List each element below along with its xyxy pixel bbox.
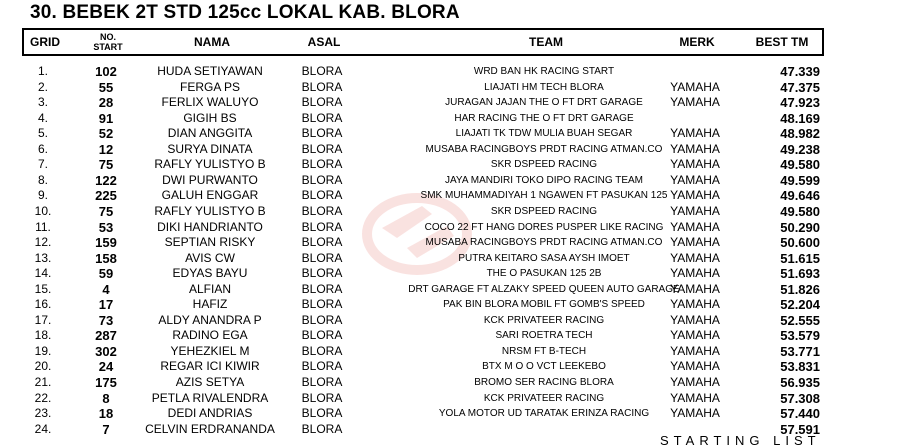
row-no-start: 287 xyxy=(95,328,117,344)
row-merk: YAMAHA xyxy=(670,219,720,234)
row-no-start: 302 xyxy=(95,343,117,359)
row-merk: YAMAHA xyxy=(670,312,720,327)
row-asal: BLORA xyxy=(301,95,343,110)
row-grid: 9. xyxy=(37,188,48,203)
row-asal: BLORA xyxy=(301,406,343,421)
table-row xyxy=(22,375,824,391)
row-team: BROMO SER RACING BLORA xyxy=(474,377,614,388)
row-no-start: 102 xyxy=(95,64,117,79)
row-best-time: 47.339 xyxy=(780,64,820,79)
row-nama: DIAN ANGGITA xyxy=(167,126,253,141)
row-no-start: 4 xyxy=(102,281,110,297)
row-nama: AZIS SETYA xyxy=(175,375,245,389)
row-grid: 6. xyxy=(37,141,48,156)
row-best-time: 47.375 xyxy=(780,79,820,95)
row-nama: SEPTIAN RISKY xyxy=(164,235,256,250)
row-no-start: 28 xyxy=(98,95,114,111)
row-asal: BLORA xyxy=(301,375,343,389)
header-merk: MERK xyxy=(679,35,715,49)
row-no-start: 8 xyxy=(102,390,110,406)
row-grid: 11. xyxy=(35,219,51,234)
row-best-time: 53.579 xyxy=(780,328,820,344)
header-team: TEAM xyxy=(529,35,563,49)
row-merk: YAMAHA xyxy=(670,390,720,405)
row-team: PUTRA KEITARO SASA AYSH IMOET xyxy=(458,252,630,264)
row-grid: 19. xyxy=(34,343,52,358)
row-no-start: 18 xyxy=(98,406,114,422)
row-asal: BLORA xyxy=(301,141,343,156)
table-row xyxy=(22,328,824,344)
row-merk: YAMAHA xyxy=(670,359,720,374)
row-grid: 14. xyxy=(34,266,52,281)
table-row xyxy=(22,297,824,313)
table-row xyxy=(22,359,824,375)
row-asal: BLORA xyxy=(301,79,343,94)
table-row xyxy=(22,173,824,189)
row-team: HAR RACING THE O FT DRT GARAGE xyxy=(454,112,634,124)
row-team: COCO 22 FT HANG DORES PUSPER LIKE RACING xyxy=(424,221,664,233)
table-row xyxy=(22,266,824,282)
row-merk: YAMAHA xyxy=(670,79,720,94)
row-best-time: 57.591 xyxy=(780,421,820,437)
row-no-start: 75 xyxy=(98,157,114,173)
row-grid: 10. xyxy=(34,203,52,218)
row-team: WRD BAN HK RACING START xyxy=(473,66,615,77)
row-grid: 18. xyxy=(34,328,52,343)
row-no-start: 7 xyxy=(102,421,110,437)
row-nama: SURYA DINATA xyxy=(167,141,253,156)
row-asal: BLORA xyxy=(301,312,343,327)
table-row xyxy=(22,313,824,329)
row-nama: DEDI ANDRIAS xyxy=(167,406,253,421)
row-asal: BLORA xyxy=(301,390,343,405)
row-team: LIAJATI TK TDW MULIA BUAH SEGAR xyxy=(455,128,633,140)
row-grid: 22. xyxy=(34,390,52,405)
row-best-time: 49.580 xyxy=(780,203,820,219)
row-merk: YAMAHA xyxy=(670,343,720,358)
header-no-start-line1: NO. xyxy=(99,32,116,42)
row-best-time: 57.308 xyxy=(780,390,820,406)
row-asal: BLORA xyxy=(301,343,343,358)
row-grid: 24. xyxy=(34,421,52,436)
row-asal: BLORA xyxy=(301,328,343,343)
header-no-start-line2: START xyxy=(93,42,123,52)
row-merk: YAMAHA xyxy=(670,235,720,250)
table-row xyxy=(22,157,824,173)
row-merk: YAMAHA xyxy=(670,126,720,141)
starting-list-label: STARTING LIST xyxy=(660,433,821,448)
row-grid: 5. xyxy=(37,126,48,141)
row-no-start: 24 xyxy=(98,359,114,375)
row-grid: 20. xyxy=(34,359,52,374)
row-nama: CELVIN ERDRANANDA xyxy=(145,421,275,436)
table-row xyxy=(22,406,824,422)
row-team: BTX M O O VCT LEEKEBO xyxy=(482,361,606,373)
row-merk xyxy=(648,111,742,127)
row-no-start: 52 xyxy=(98,126,114,142)
row-best-time: 52.555 xyxy=(780,312,820,328)
row-team: JURAGAN JAJAN THE O FT DRT GARAGE xyxy=(445,97,643,109)
table-row xyxy=(22,95,824,111)
header-best-tm: BEST TM xyxy=(755,35,809,49)
row-nama: RAFLY YULISTYO B xyxy=(154,157,266,172)
row-team: MUSABA RACINGBOYS PRDT RACING ATMAN.CO xyxy=(425,237,663,249)
row-team: NRSM FT B-TECH xyxy=(501,345,587,357)
table-row xyxy=(22,204,824,220)
table-row xyxy=(22,282,824,298)
row-grid: 4. xyxy=(37,110,48,125)
row-merk: YAMAHA xyxy=(670,328,720,343)
row-best-time: 48.982 xyxy=(780,126,820,142)
row-grid: 23. xyxy=(34,406,52,421)
row-team: SARI ROETRA TECH xyxy=(495,330,593,342)
table-row xyxy=(22,220,824,236)
page-title: 30. BEBEK 2T STD 125cc LOKAL KAB. BLORA xyxy=(30,2,460,23)
row-best-time: 51.826 xyxy=(780,281,820,297)
row-asal: BLORA xyxy=(301,172,343,187)
row-no-start: 17 xyxy=(98,297,114,313)
row-grid: 7. xyxy=(37,157,48,172)
row-best-time: 51.693 xyxy=(780,266,820,282)
row-best-time: 53.831 xyxy=(780,359,820,375)
row-team: KCK PRIVATEER RACING xyxy=(483,314,605,326)
table-row xyxy=(22,235,824,251)
row-asal: BLORA xyxy=(301,281,343,296)
row-nama: ALFIAN xyxy=(188,281,231,296)
row-team: JAYA MANDIRI TOKO DIPO RACING TEAM xyxy=(445,174,643,186)
row-no-start: 122 xyxy=(95,172,117,188)
row-nama: FERLIX WALUYO xyxy=(161,95,259,110)
row-nama: EDYAS BAYU xyxy=(172,266,248,281)
row-merk: YAMAHA xyxy=(670,188,720,203)
row-best-time: 49.599 xyxy=(780,172,820,188)
row-best-time: 51.615 xyxy=(780,250,820,266)
row-team: THE O PASUKAN 125 2B xyxy=(486,268,602,280)
row-asal: BLORA xyxy=(301,266,343,281)
row-team: LIAJATI HM TECH BLORA xyxy=(484,81,604,93)
row-asal: BLORA xyxy=(301,203,343,218)
row-best-time: 49.646 xyxy=(780,188,820,204)
row-team: KCK PRIVATEER RACING xyxy=(483,392,605,404)
table-row xyxy=(22,126,824,142)
table-row xyxy=(22,251,824,267)
table-row xyxy=(22,64,824,80)
row-grid: 2. xyxy=(37,79,48,94)
row-asal: BLORA xyxy=(301,235,343,250)
row-team: YOLA MOTOR UD TARATAK ERINZA RACING xyxy=(438,408,650,420)
table-row xyxy=(22,142,824,158)
row-nama: GALUH ENGGAR xyxy=(161,188,259,203)
row-no-start: 12 xyxy=(98,141,114,157)
row-no-start: 59 xyxy=(98,266,114,282)
table-row xyxy=(22,391,824,407)
row-nama: FERGA PS xyxy=(179,79,241,94)
row-nama: REGAR ICI KIWIR xyxy=(160,359,260,374)
row-best-time: 48.169 xyxy=(780,110,820,126)
row-no-start: 55 xyxy=(98,79,114,95)
row-merk: YAMAHA xyxy=(670,250,720,265)
header-asal: ASAL xyxy=(307,35,341,49)
table-row xyxy=(22,188,824,204)
row-merk: YAMAHA xyxy=(670,406,720,421)
row-nama: DWI PURWANTO xyxy=(162,172,258,187)
row-merk: YAMAHA xyxy=(670,297,720,312)
row-asal: BLORA xyxy=(301,126,343,141)
row-grid: 17. xyxy=(34,312,52,327)
row-nama: ALDY ANANDRA P xyxy=(158,312,262,327)
row-no-start: 158 xyxy=(95,250,117,266)
row-grid: 21. xyxy=(34,375,52,389)
row-best-time: 49.238 xyxy=(780,141,820,157)
row-asal: BLORA xyxy=(301,359,343,374)
row-best-time: 57.440 xyxy=(780,406,820,422)
header-nama: NAMA xyxy=(194,35,230,49)
row-team: SKR DSPEED RACING xyxy=(490,159,598,171)
row-merk: YAMAHA xyxy=(670,266,720,281)
row-no-start: 91 xyxy=(98,110,114,126)
row-best-time: 50.600 xyxy=(780,235,820,251)
row-merk: YAMAHA xyxy=(670,141,720,156)
row-merk: YAMAHA xyxy=(670,95,720,110)
row-best-time: 56.935 xyxy=(780,375,820,390)
row-merk: YAMAHA xyxy=(670,172,720,187)
row-merk: YAMAHA xyxy=(670,375,720,389)
row-grid: 1. xyxy=(37,64,48,78)
table-row xyxy=(22,80,824,96)
row-no-start: 159 xyxy=(95,235,117,251)
row-best-time: 52.204 xyxy=(780,297,820,313)
row-no-start: 225 xyxy=(95,188,117,204)
row-nama: GIGIH BS xyxy=(183,110,237,125)
row-nama: RAFLY YULISTYO B xyxy=(154,203,266,218)
row-grid: 3. xyxy=(37,95,48,110)
row-asal: BLORA xyxy=(301,219,343,234)
row-best-time: 50.290 xyxy=(780,219,820,235)
row-asal: BLORA xyxy=(301,297,343,312)
row-asal: BLORA xyxy=(301,421,343,436)
row-nama: HUDA SETIYAWAN xyxy=(157,64,263,78)
row-no-start: 73 xyxy=(98,312,114,328)
row-best-time: 53.771 xyxy=(780,343,820,359)
header-grid: GRID xyxy=(30,35,60,49)
row-nama: RADINO EGA xyxy=(172,328,248,343)
row-grid: 12. xyxy=(34,235,52,250)
table-header xyxy=(22,28,824,56)
table-row xyxy=(22,111,824,127)
row-team: MUSABA RACINGBOYS PRDT RACING ATMAN.CO xyxy=(425,143,663,155)
row-team: DRT GARAGE FT ALZAKY SPEED QUEEN AUTO GARAGE xyxy=(408,283,680,295)
row-no-start: 53 xyxy=(98,219,114,235)
row-nama: DIKI HANDRIANTO xyxy=(157,219,263,234)
row-team: PAK BIN BLORA MOBIL FT GOMB'S SPEED xyxy=(443,299,645,311)
row-merk: YAMAHA xyxy=(670,203,720,218)
row-best-time: 49.580 xyxy=(780,157,820,173)
row-nama: PETLA RIVALENDRA xyxy=(151,390,269,405)
row-grid: 15. xyxy=(34,281,52,296)
row-asal: BLORA xyxy=(301,250,343,265)
row-merk: YAMAHA xyxy=(670,157,720,172)
row-team: SKR DSPEED RACING xyxy=(490,205,598,217)
row-no-start: 75 xyxy=(98,203,114,219)
row-asal: BLORA xyxy=(301,188,343,203)
row-nama: AVIS CW xyxy=(185,250,235,265)
row-no-start: 175 xyxy=(95,375,117,390)
row-grid: 16. xyxy=(34,297,52,312)
row-asal: BLORA xyxy=(301,157,343,172)
row-grid: 8. xyxy=(37,172,48,187)
row-grid: 13. xyxy=(34,250,52,265)
row-nama: YEHEZKIEL M xyxy=(170,343,250,358)
row-nama: HAFIZ xyxy=(192,297,228,312)
row-asal: BLORA xyxy=(301,64,343,78)
row-team: SMK MUHAMMADIYAH 1 NGAWEN FT PASUKAN 125 xyxy=(420,190,668,202)
table-row xyxy=(22,344,824,360)
row-asal: BLORA xyxy=(301,110,343,125)
row-merk xyxy=(648,64,742,80)
row-best-time: 47.923 xyxy=(780,95,820,111)
row-merk: YAMAHA xyxy=(670,281,720,296)
